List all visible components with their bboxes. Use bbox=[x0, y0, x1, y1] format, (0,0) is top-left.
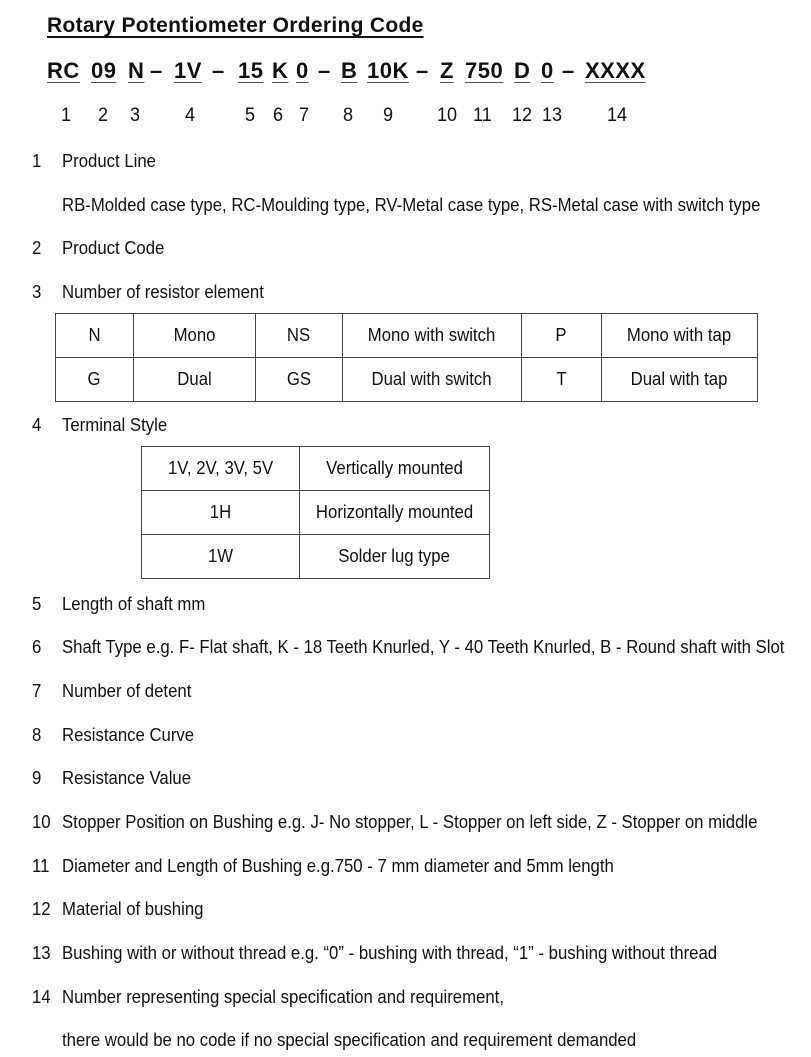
item-number: 9 bbox=[32, 768, 42, 788]
item-label: Terminal Style bbox=[62, 415, 168, 435]
code-part: 0 bbox=[541, 58, 554, 83]
item-label: Number representing special specification and requirement, bbox=[62, 987, 504, 1007]
item-label: Resistance Curve bbox=[62, 725, 195, 745]
table-cell: Dual bbox=[134, 358, 256, 402]
position-number: 5 bbox=[245, 105, 256, 126]
item-label: Length of shaft mm bbox=[62, 594, 206, 614]
item-number: 1 bbox=[32, 151, 42, 171]
code-part: – bbox=[150, 58, 163, 83]
table-cell: Mono with tap bbox=[602, 314, 758, 358]
table-row bbox=[56, 314, 758, 358]
table-cell: Horizontally mounted bbox=[300, 491, 490, 535]
position-number: 14 bbox=[607, 105, 628, 126]
item-number: 6 bbox=[32, 637, 42, 657]
resistor-element-table bbox=[55, 313, 758, 402]
position-number: 7 bbox=[299, 105, 310, 126]
terminal-style-table bbox=[141, 446, 490, 579]
item-label: Resistance Value bbox=[62, 768, 192, 788]
table-cell: NS bbox=[256, 314, 343, 358]
item-label: Stopper Position on Bushing e.g. J- No stopper, L - Stopper on left side, Z - Stopper on middle bbox=[62, 812, 758, 832]
item-label: Bushing with or without thread e.g. “0” - bushing with thread, “1” - bushing without thread bbox=[62, 943, 718, 963]
position-number: 11 bbox=[473, 105, 492, 126]
table-cell: P bbox=[522, 314, 602, 358]
code-part: 1V bbox=[174, 58, 202, 83]
position-number: 2 bbox=[98, 105, 109, 126]
table-cell: Vertically mounted bbox=[300, 447, 490, 491]
table-row bbox=[142, 491, 490, 535]
table-cell: Mono bbox=[134, 314, 256, 358]
item-number: 14 bbox=[32, 987, 51, 1007]
position-number: 8 bbox=[343, 105, 354, 126]
table-cell: G bbox=[56, 358, 134, 402]
table-cell: Dual with switch bbox=[343, 358, 522, 402]
table-cell: Mono with switch bbox=[343, 314, 522, 358]
item-label: Number of detent bbox=[62, 681, 192, 701]
table-row bbox=[56, 358, 758, 402]
code-part: XXXX bbox=[585, 58, 646, 83]
code-part: 15 bbox=[238, 58, 264, 83]
position-number: 6 bbox=[273, 105, 284, 126]
table-cell: Dual with tap bbox=[602, 358, 758, 402]
item-number: 12 bbox=[32, 899, 51, 919]
item-label: Number of resistor element bbox=[62, 282, 264, 302]
table-cell: 1W bbox=[142, 535, 300, 579]
item-number: 10 bbox=[32, 812, 51, 832]
table-cell: 1H bbox=[142, 491, 300, 535]
item-number: 3 bbox=[32, 282, 42, 302]
table-cell: GS bbox=[256, 358, 343, 402]
position-number: 1 bbox=[61, 105, 72, 126]
item-number: 5 bbox=[32, 594, 42, 614]
item-label: Product Line bbox=[62, 151, 157, 171]
code-part: – bbox=[416, 58, 429, 83]
code-part: 0 bbox=[296, 58, 309, 83]
code-part: B bbox=[341, 58, 358, 83]
code-part: Z bbox=[440, 58, 454, 83]
code-part: 10K bbox=[367, 58, 409, 83]
position-number: 13 bbox=[542, 105, 563, 126]
item-label: Material of bushing bbox=[62, 899, 204, 919]
table-row bbox=[142, 447, 490, 491]
item-number: 7 bbox=[32, 681, 42, 701]
position-number: 10 bbox=[437, 105, 458, 126]
item-label: Diameter and Length of Bushing e.g.750 - 7 mm diameter and 5mm length bbox=[62, 856, 614, 876]
table-cell: 1V, 2V, 3V, 5V bbox=[142, 447, 300, 491]
item-number: 2 bbox=[32, 238, 42, 258]
item-label: Product Code bbox=[62, 238, 165, 258]
item-number: 8 bbox=[32, 725, 42, 745]
table-cell: Solder lug type bbox=[300, 535, 490, 579]
position-number: 9 bbox=[383, 105, 394, 126]
code-part: RC bbox=[47, 58, 80, 83]
item-number: 4 bbox=[32, 415, 42, 435]
table-cell: N bbox=[56, 314, 134, 358]
code-part: 09 bbox=[91, 58, 117, 83]
position-number: 3 bbox=[130, 105, 141, 126]
item-detail: there would be no code if no special specification and requirement demanded bbox=[62, 1030, 637, 1050]
code-part: – bbox=[212, 58, 225, 83]
code-part: K bbox=[272, 58, 289, 83]
table-row bbox=[142, 535, 490, 579]
page-title: Rotary Potentiometer Ordering Code bbox=[47, 14, 424, 37]
code-part: D bbox=[514, 58, 531, 83]
position-number: 12 bbox=[512, 105, 533, 126]
item-detail: RB-Molded case type, RC-Moulding type, RV-Metal case type, RS-Metal case with switch type bbox=[62, 195, 761, 215]
code-part: 750 bbox=[465, 58, 504, 83]
position-number: 4 bbox=[185, 105, 196, 126]
code-part: N bbox=[128, 58, 145, 83]
table-cell: T bbox=[522, 358, 602, 402]
code-part: – bbox=[562, 58, 575, 83]
item-number: 13 bbox=[32, 943, 51, 963]
item-label: Shaft Type e.g. F- Flat shaft, K - 18 Teeth Knurled, Y - 40 Teeth Knurled, B - Round shaft with Slot bbox=[62, 637, 785, 657]
item-number: 11 bbox=[32, 856, 50, 876]
code-part: – bbox=[318, 58, 331, 83]
